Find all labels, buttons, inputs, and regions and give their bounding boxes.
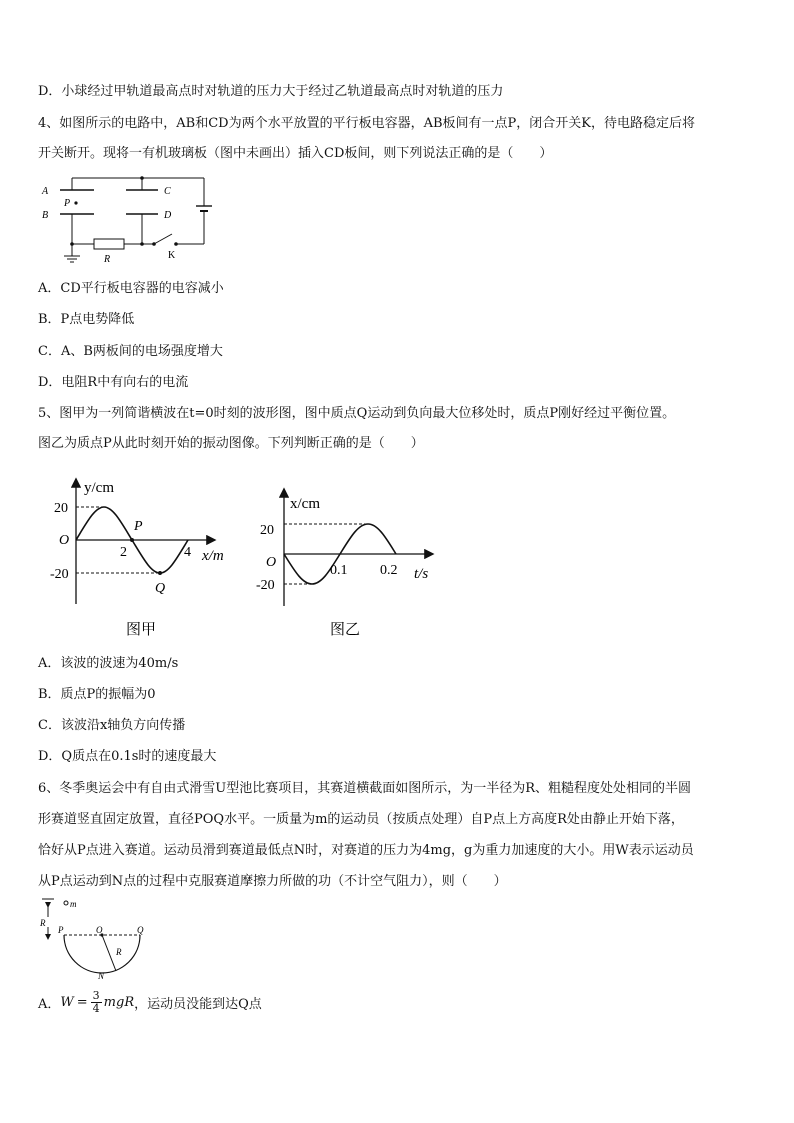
switch-pivot — [152, 242, 156, 246]
q6-option-a-suffix: ，运动员没能到达Q点 — [134, 996, 262, 1012]
fig-a-label-p: P — [134, 519, 143, 534]
fig-a-y-axis-label: y/cm — [84, 480, 114, 496]
fig-b-tick-0.2: 0.2 — [380, 563, 398, 578]
label-plate-b: B — [42, 210, 49, 221]
q5-stem-line-2: 图乙为质点P从此时刻开始的振动图像。下列判断正确的是（ ） — [38, 436, 424, 451]
q6-stem-line-3: 恰好从P点进入赛道。运动员滑到赛道最低点N时，对赛道的压力为4mg，g为重力加速度的大小。用W表示运动员 — [38, 843, 694, 858]
label-plate-a: A — [42, 186, 49, 197]
q6-halfpipe-diagram — [36, 895, 166, 985]
q3-option-d: D．小球经过甲轨道最高点时对轨道的压力大于经过乙轨道最高点时对轨道的压力 — [38, 84, 504, 99]
label-point-n: N — [98, 971, 105, 981]
point-p-dot — [130, 538, 134, 542]
q4-option-a: A．CD平行板电容器的电容减小 — [38, 281, 224, 296]
q6-option-a-mgr: mgR — [103, 994, 135, 1010]
q4-stem-line-1: 4、如图所示的电路中，AB和CD为两个水平放置的平行板电容器，AB板间有一点P，闭合开关K，待电路稳定后将 — [38, 116, 695, 131]
q4-circuit-diagram — [36, 170, 216, 270]
q5-option-b: B．质点P的振幅为0 — [38, 687, 156, 702]
point-p-dot — [74, 201, 77, 204]
fig-b-tick-0.1: 0.1 — [330, 563, 348, 578]
q5-wave-graph — [50, 474, 250, 644]
label-plate-c: C — [164, 186, 171, 197]
fig-b-tick-neg20: -20 — [256, 578, 275, 593]
junction-dot — [140, 176, 144, 180]
q6-option-a-w: W — [60, 994, 74, 1010]
switch-contact — [174, 242, 178, 246]
fig-a-tick-x2: 2 — [120, 545, 127, 560]
label-height-r: R — [40, 918, 46, 928]
label-point-p: P — [64, 198, 71, 209]
label-mass-m: m — [70, 899, 77, 909]
fig-b-tick-20: 20 — [260, 523, 274, 538]
fig-a-tick-neg20: -20 — [50, 567, 69, 582]
q5-option-c: C．该波沿x轴负方向传播 — [38, 718, 186, 733]
fig-b-y-axis-label: x/cm — [290, 496, 320, 512]
q6-option-a — [38, 986, 262, 1018]
fig-a-tick-x4: 4 — [184, 545, 191, 560]
fraction-denominator: 4 — [92, 1001, 100, 1015]
q4-option-c: C．A、B两板间的电场强度增大 — [38, 344, 223, 359]
point-q-dot — [158, 571, 162, 575]
label-switch-k: K — [168, 250, 176, 261]
fig-b-x-axis-label: t/s — [414, 566, 429, 582]
q6-option-a-prefix: A． — [38, 996, 61, 1012]
q5-vibration-graph — [256, 486, 446, 646]
label-resistor-r: R — [104, 254, 111, 265]
fig-a-origin: O — [59, 533, 70, 548]
q4-option-b: B．P点电势降低 — [38, 312, 135, 327]
q6-option-a-fraction — [91, 990, 102, 1015]
q6-option-a-equals: = — [76, 994, 88, 1010]
fig-a-caption: 图甲 — [126, 622, 157, 638]
label-radius-r: R — [116, 947, 122, 957]
q4-option-d: D．电阻R中有向右的电流 — [38, 375, 189, 390]
label-point-p: P — [58, 925, 64, 935]
junction-dot — [140, 242, 144, 246]
label-point-o: O — [96, 925, 103, 935]
q5-option-a: A．该波的波速为40m/s — [38, 656, 179, 671]
junction-dot — [70, 242, 74, 246]
fig-b-caption: 图乙 — [330, 622, 361, 638]
fraction-numerator: 3 — [92, 988, 100, 1002]
fig-a-tick-20: 20 — [54, 501, 68, 516]
label-plate-d: D — [164, 210, 172, 221]
label-point-q: Q — [137, 925, 144, 935]
q5-option-d: D．Q质点在0.1s时的速度最大 — [38, 749, 217, 764]
q6-stem-line-2: 形赛道竖直固定放置，直径POQ水平。一质量为m的运动员（按质点处理）自P点上方高度R处由静止开始下落， — [38, 812, 684, 827]
fig-a-label-q: Q — [155, 581, 166, 596]
fig-b-origin: O — [266, 555, 277, 570]
q6-stem-line-4: 从P点运动到N点的过程中克服赛道摩擦力所做的功（不计空气阻力），则（ ） — [38, 874, 507, 889]
fig-a-x-axis-label: x/m — [202, 548, 224, 564]
q6-stem-line-1: 6、冬季奥运会中有自由式滑雪U型池比赛项目，其赛道横截面如图所示，为一半径为R、粗糙程度处处相同的半圆 — [38, 781, 692, 796]
q4-stem-line-2: 开关断开。现将一有机玻璃板（图中未画出）插入CD板间，则下列说法正确的是（ ） — [38, 146, 553, 161]
q5-stem-line-1: 5、图甲为一列简谐横波在t=0时刻的波形图，图中质点Q运动到负向最大位移处时，质点P刚好经过平衡位置。 — [38, 406, 676, 421]
